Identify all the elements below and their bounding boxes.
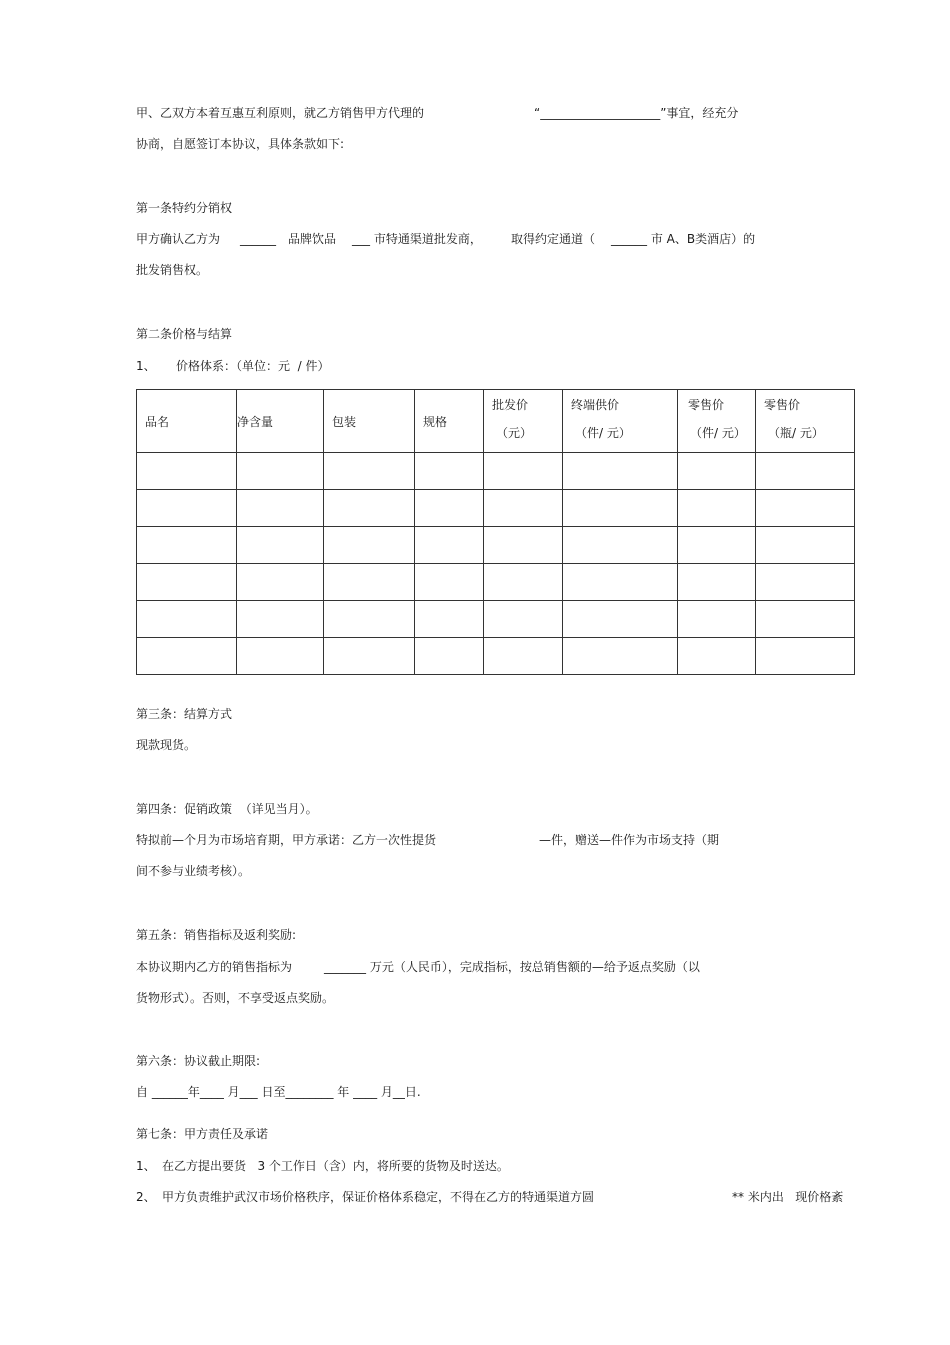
header-cell (756, 390, 855, 453)
article-1-line2: 批发销售权。 (136, 263, 209, 277)
article-1-text-a: 甲方确认乙方为 (136, 232, 221, 246)
header-unit: （件/ 元） (690, 426, 746, 440)
article-1-text-f: ______ 市 A、B类酒店）的 (611, 232, 756, 246)
header-unit: （瓶/ 元） (768, 426, 824, 440)
header-cell (484, 390, 563, 453)
article-1-title: 第一条特约分销权 (136, 201, 233, 215)
table-row (137, 527, 855, 564)
header-unit: （件/ 元） (575, 426, 631, 440)
article-1-text-c: 品牌饮品 (288, 232, 337, 246)
header-cell (678, 390, 756, 453)
table-row (137, 453, 855, 490)
table-row (137, 564, 855, 601)
intro-line2: 协商，自愿签订本协议，具体条款如下: (136, 137, 345, 151)
header-unit: （元） (496, 426, 533, 440)
header-cell (415, 390, 484, 453)
price-table (136, 389, 855, 675)
article-7-title: 第七条：甲方责任及承诺 (136, 1127, 269, 1141)
header-cell (237, 390, 324, 453)
article-2-sub-text: 价格体系：（单位：元 / 件） (176, 359, 330, 373)
intro-line1b: “____________________”事宜，经充分 (534, 106, 739, 120)
article-3-title: 第三条：结算方式 (136, 707, 233, 721)
table-row (137, 638, 855, 675)
article-7-item1-text: 在乙方提出要货 3 个工作日（含）内，将所要的货物及时送达。 (162, 1159, 509, 1173)
article-4-title: 第四条：促销政策 （详见当月）。 (136, 802, 318, 816)
table-row (137, 490, 855, 527)
article-7-item2-tail: ** 米内出 现价格紊 (732, 1190, 844, 1204)
header-label: 包装 (332, 415, 357, 429)
header-cell (137, 390, 237, 453)
header-cell (324, 390, 415, 453)
article-5-line2: 货物形式）。否则，不享受返点奖励。 (136, 991, 335, 1005)
article-5-title: 第五条：销售指标及返利奖励: (136, 928, 297, 942)
table-row (137, 601, 855, 638)
article-5-text-b: _______ 万元（人民币），完成指标，按总销售额的—给予返点奖励（以 (324, 960, 700, 974)
article-6-dates: 自 ______年____ 月___ 日至________ 年 ____ 月__日. (136, 1085, 421, 1099)
article-1-text-d: ___ 市特通渠道批发商， (352, 232, 482, 246)
header-cell (563, 390, 678, 453)
header-label: 批发价 (492, 398, 529, 412)
article-7-item2-num: 2、 (136, 1190, 156, 1204)
table-header-row (137, 390, 855, 453)
article-1-text-e: 取得约定通道（ (511, 232, 596, 246)
article-3-text: 现款现货。 (136, 738, 197, 752)
article-2-sub-num: 1、 (136, 359, 156, 373)
header-label: 品名 (145, 415, 170, 429)
article-7-item2-text: 甲方负责维护武汉市场价格秩序，保证价格体系稳定，不得在乙方的特通渠道方圆 (162, 1190, 595, 1204)
article-4-line2: 间不参与业绩考核）。 (136, 864, 251, 878)
header-label: 零售价 (688, 398, 725, 412)
intro-line1a: 甲、乙双方本着互惠互利原则，就乙方销售甲方代理的 (136, 106, 425, 120)
article-4-text-a: 特拟前—个月为市场培育期，甲方承诺：乙方一次性提货 (136, 833, 437, 847)
header-label: 终端供价 (571, 398, 620, 412)
article-7-item1-num: 1、 (136, 1159, 156, 1173)
header-label: 规格 (423, 415, 448, 429)
article-6-title: 第六条：协议截止期限: (136, 1054, 261, 1068)
article-1-blank-1: ______ (240, 232, 276, 246)
article-5-text-a: 本协议期内乙方的销售指标为 (136, 960, 293, 974)
header-label: 零售价 (764, 398, 801, 412)
article-2-title: 第二条价格与结算 (136, 327, 233, 341)
article-4-text-b: —件，赠送—件作为市场支持（期 (539, 833, 720, 847)
header-label: 净含量 (237, 415, 274, 429)
